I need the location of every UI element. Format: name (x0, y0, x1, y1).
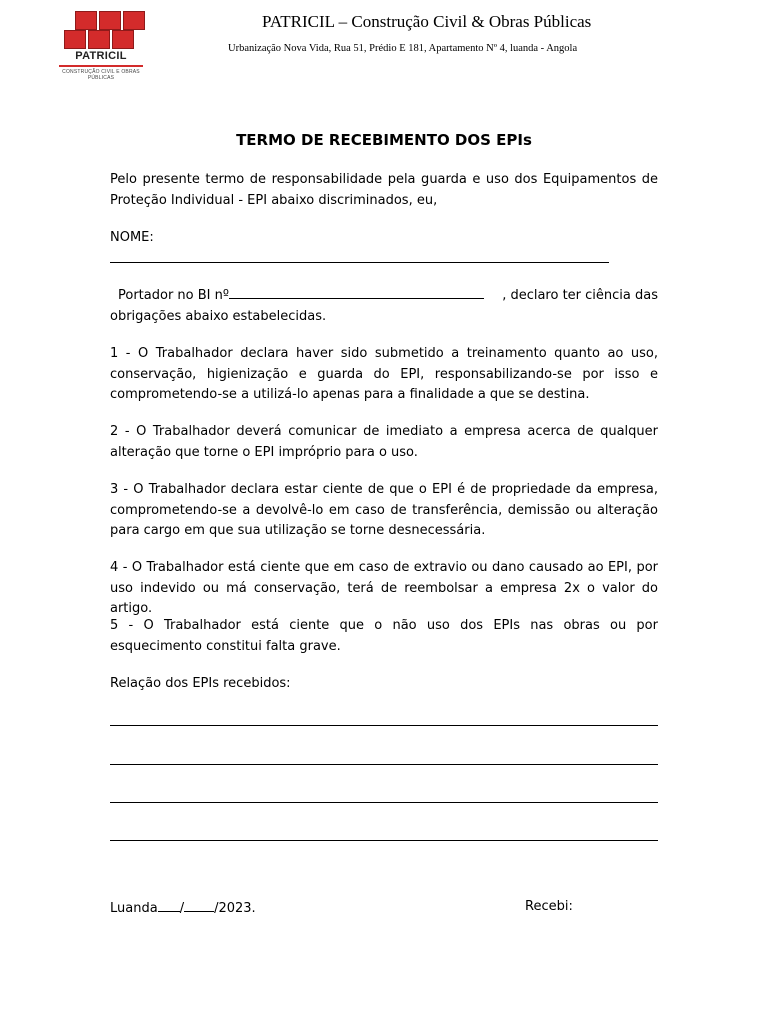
bi-line2: obrigações abaixo estabelecidas. (110, 308, 327, 324)
month-field[interactable] (184, 899, 214, 912)
intro-paragraph: Pelo presente termo de responsabilidade pela guarda e uso dos Equipamentos de Proteção Individual - EPI abaixo discriminados, eu, (110, 172, 658, 208)
clause-2: 2 - O Trabalhador deverá comunicar de imediato a empresa acerca de qualquer alteração que torne o EPI impróprio para o uso. (110, 424, 658, 460)
company-logo (56, 8, 146, 81)
epi-list-line[interactable] (110, 764, 658, 765)
clause-1: 1 - O Trabalhador declara haver sido submetido a treinamento quanto ao uso, conservação, higienização e guarda do EPI, responsabilizando-se por isso e comprometendo-se a utilizá-lo apenas para a finalidade a que se destina. (110, 346, 658, 402)
logo-bar (59, 65, 143, 67)
clause-3: 3 - O Trabalhador declara estar ciente de que o EPI é de propriedade da empresa, comprometendo-se a devolvê-lo em caso de transferência, demissão ou alteração para cargo em que sua utilização se torne desnecessária. (110, 482, 658, 538)
company-address: Urbanização Nova Vida, Rua 51, Prédio E 181, Apartamento Nº 4, luanda - Angola (228, 43, 578, 54)
epi-list-line[interactable] (110, 725, 658, 726)
epi-list-line[interactable] (110, 802, 658, 803)
company-name: PATRICIL – Construção Civil & Obras Públicas (262, 12, 592, 31)
logo-name: PATRICIL (75, 50, 127, 62)
bi-suffix: , declaro ter ciência das (502, 288, 658, 303)
date-separator: / (179, 901, 185, 916)
clause-5: 5 - O Trabalhador está ciente que o não uso dos EPIs nas obras ou por esquecimento constitui falta grave. (110, 618, 658, 654)
footer-year: /2023. (214, 901, 256, 916)
epi-list-label: Relação dos EPIs recebidos: (110, 676, 291, 691)
epi-list-line[interactable] (110, 840, 658, 841)
received-label: Recebi: (525, 899, 573, 914)
day-field[interactable] (158, 899, 180, 912)
bi-number-field[interactable] (229, 286, 484, 299)
date-line (110, 899, 256, 916)
bi-paragraph (110, 286, 658, 327)
footer-city: Luanda (110, 901, 158, 916)
name-field-line[interactable] (110, 262, 609, 263)
bi-prefix: Portador no BI nº (118, 288, 229, 303)
document-title: TERMO DE RECEBIMENTO DOS EPIs (236, 131, 532, 149)
name-label: NOME: (110, 230, 154, 245)
logo-tagline: CONSTRUÇÃO CIVIL E OBRAS PÚBLICAS (62, 69, 140, 81)
clause-4: 4 - O Trabalhador está ciente que em caso de extravio ou dano causado ao EPI, por uso indevido ou má conservação, terá de reembolsar a empresa 2x o valor do artigo. (110, 560, 658, 616)
